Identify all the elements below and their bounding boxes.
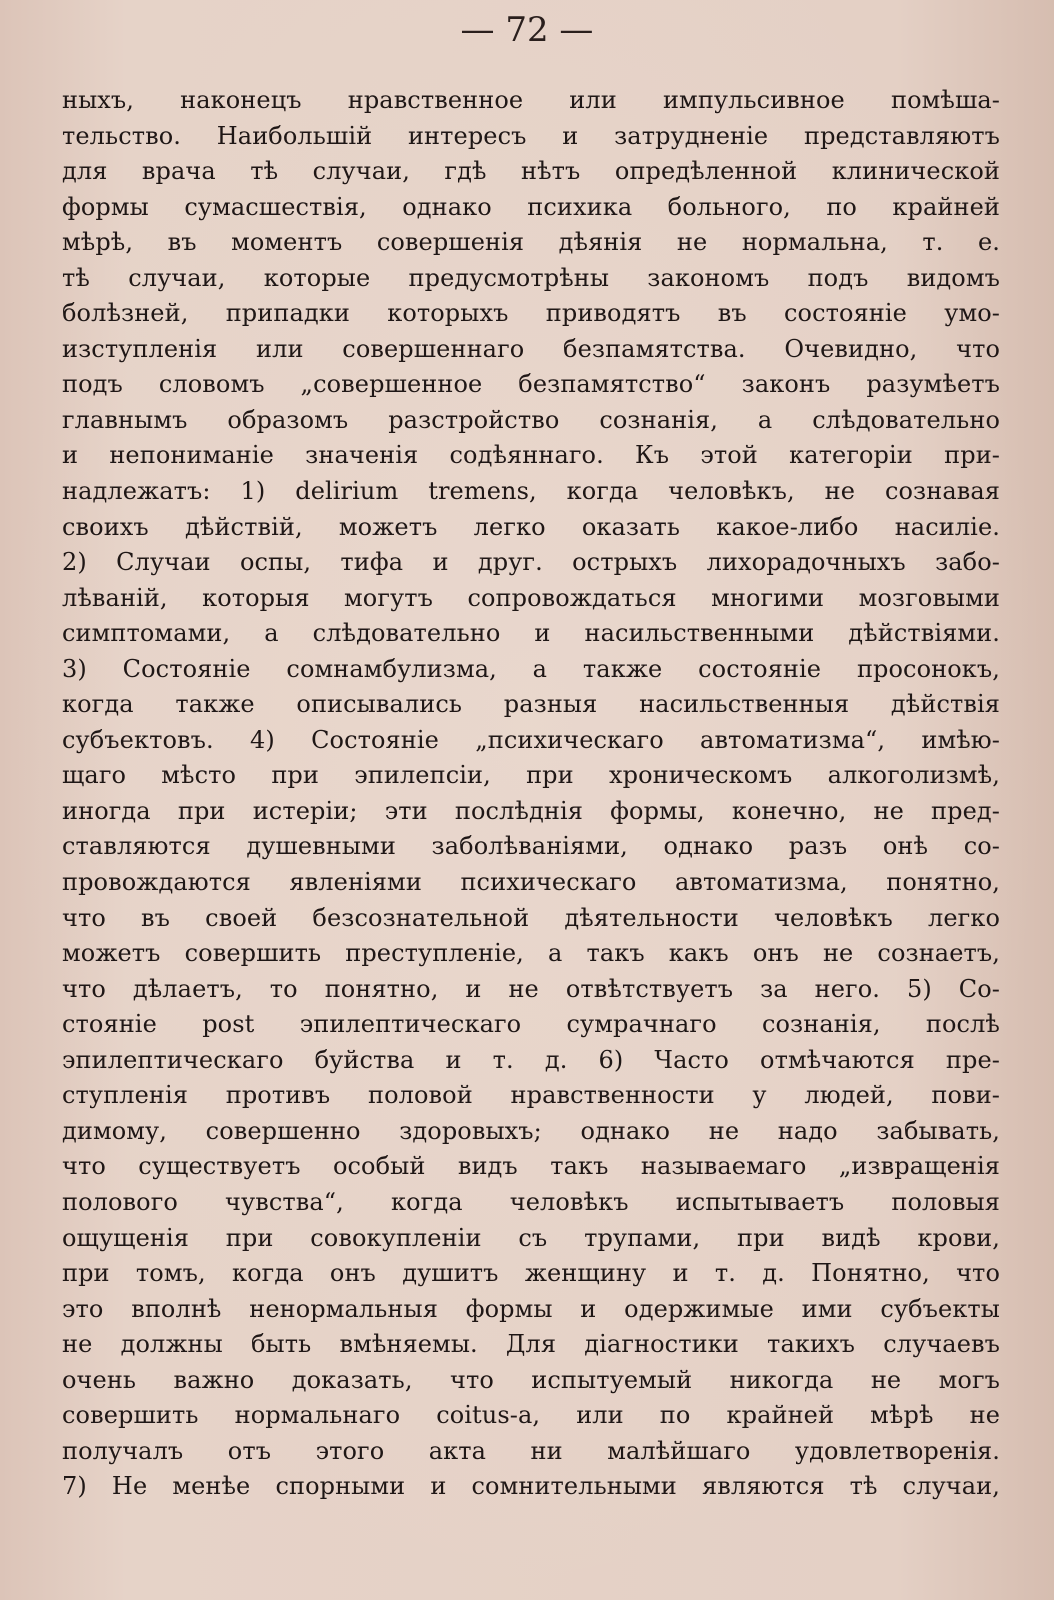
text-line: ощущенія при совокупленіи съ трупами, при видѣ крови, bbox=[62, 1223, 1000, 1252]
text-line: лѣваній, которыя могутъ сопровождаться многими мозговыми bbox=[62, 583, 1000, 612]
text-line: совершить нормальнаго coitus-а, или по крайней мѣрѣ не bbox=[62, 1401, 1000, 1430]
page-number: — 72 — bbox=[460, 10, 594, 50]
text-line: можетъ совершить преступленіе, а такъ какъ онъ не сознаетъ, bbox=[62, 939, 1000, 968]
text-line: 7) Не менѣе спорными и сомнительными являются тѣ случаи, bbox=[62, 1472, 1000, 1501]
text-line: что въ своей безсознательной дѣятельности человѣкъ легко bbox=[62, 903, 1000, 932]
text-line: димому, совершенно здоровыхъ; однако не надо забывать, bbox=[62, 1116, 1000, 1145]
text-line: мѣрѣ, въ моментъ совершенія дѣянія не нормальна, т. е. bbox=[62, 228, 1000, 257]
text-line: и непониманіе значенія содѣяннаго. Къ этой категоріи при- bbox=[62, 441, 1000, 470]
text-line: 2) Случаи оспы, тифа и друг. острыхъ лихорадочныхъ забо- bbox=[62, 548, 1000, 577]
body-text bbox=[62, 83, 1000, 1505]
text-line: щаго мѣсто при эпилепсіи, при хроническомъ алкоголизмѣ, bbox=[62, 761, 1000, 790]
text-line: эпилептическаго буйства и т. д. 6) Часто отмѣчаются пре- bbox=[62, 1045, 1000, 1074]
text-line: главнымъ образомъ разстройство сознанія, а слѣдовательно bbox=[62, 405, 1000, 434]
text-line: что существуетъ особый видъ такъ называемаго „извращенія bbox=[62, 1152, 1000, 1181]
text-line: ставляются душевными заболѣваніями, однако разъ онѣ со- bbox=[62, 832, 1000, 861]
text-line: 3) Состояніе сомнамбулизма, а также состояніе просонокъ, bbox=[62, 654, 1000, 683]
text-line: провождаются явленіями психическаго автоматизма, понятно, bbox=[62, 868, 1000, 897]
text-line: своихъ дѣйствій, можетъ легко оказать какое-либо насиліе. bbox=[62, 512, 1000, 541]
text-line: полового чувства“, когда человѣкъ испытываетъ половыя bbox=[62, 1187, 1000, 1216]
text-line: изступленія или совершеннаго безпамятства. Очевидно, что bbox=[62, 334, 1000, 363]
text-line: когда также описывались разныя насильственныя дѣйствія bbox=[62, 690, 1000, 719]
text-line: это вполнѣ ненормальныя формы и одержимые ими субъекты bbox=[62, 1294, 1000, 1323]
text-line: болѣзней, припадки которыхъ приводятъ въ состояніе умо- bbox=[62, 299, 1000, 328]
text-line: подъ словомъ „совершенное безпамятство“ законъ разумѣетъ bbox=[62, 370, 1000, 399]
text-line: при томъ, когда онъ душитъ женщину и т. д. Понятно, что bbox=[62, 1259, 1000, 1288]
text-line: надлежатъ: 1) delirium tremens, когда человѣкъ, не сознавая bbox=[62, 477, 1000, 506]
text-line: что дѣлаетъ, то понятно, и не отвѣтствуетъ за него. 5) Со- bbox=[62, 974, 1000, 1003]
text-line: формы сумасшествія, однако психика больного, по крайней bbox=[62, 192, 1000, 221]
text-line: симптомами, а слѣдовательно и насильственными дѣйствіями. bbox=[62, 619, 1000, 648]
text-line: не должны быть вмѣняемы. Для діагностики такихъ случаевъ bbox=[62, 1330, 1000, 1359]
text-line: тѣ случаи, которые предусмотрѣны закономъ подъ видомъ bbox=[62, 263, 1000, 292]
text-line: очень важно доказать, что испытуемый никогда не могъ bbox=[62, 1365, 1000, 1394]
text-line: получалъ отъ этого акта ни малѣйшаго удовлетворенія. bbox=[62, 1436, 1000, 1465]
text-line: стояніе post эпилептическаго сумрачнаго сознанія, послѣ bbox=[62, 1010, 1000, 1039]
text-line: тельство. Наибольшій интересъ и затрудненіе представляютъ bbox=[62, 121, 1000, 150]
text-line: субъектовъ. 4) Состояніе „психическаго автоматизма“, имѣю- bbox=[62, 725, 1000, 754]
text-line: иногда при истеріи; эти послѣднія формы, конечно, не пред- bbox=[62, 796, 1000, 825]
text-line: ныхъ, наконецъ нравственное или импульсивное помѣша- bbox=[62, 86, 1000, 114]
text-line: для врача тѣ случаи, гдѣ нѣтъ опредѣленной клинической bbox=[62, 157, 1000, 186]
text-line: ступленія противъ половой нравственности у людей, пови- bbox=[62, 1081, 1000, 1110]
